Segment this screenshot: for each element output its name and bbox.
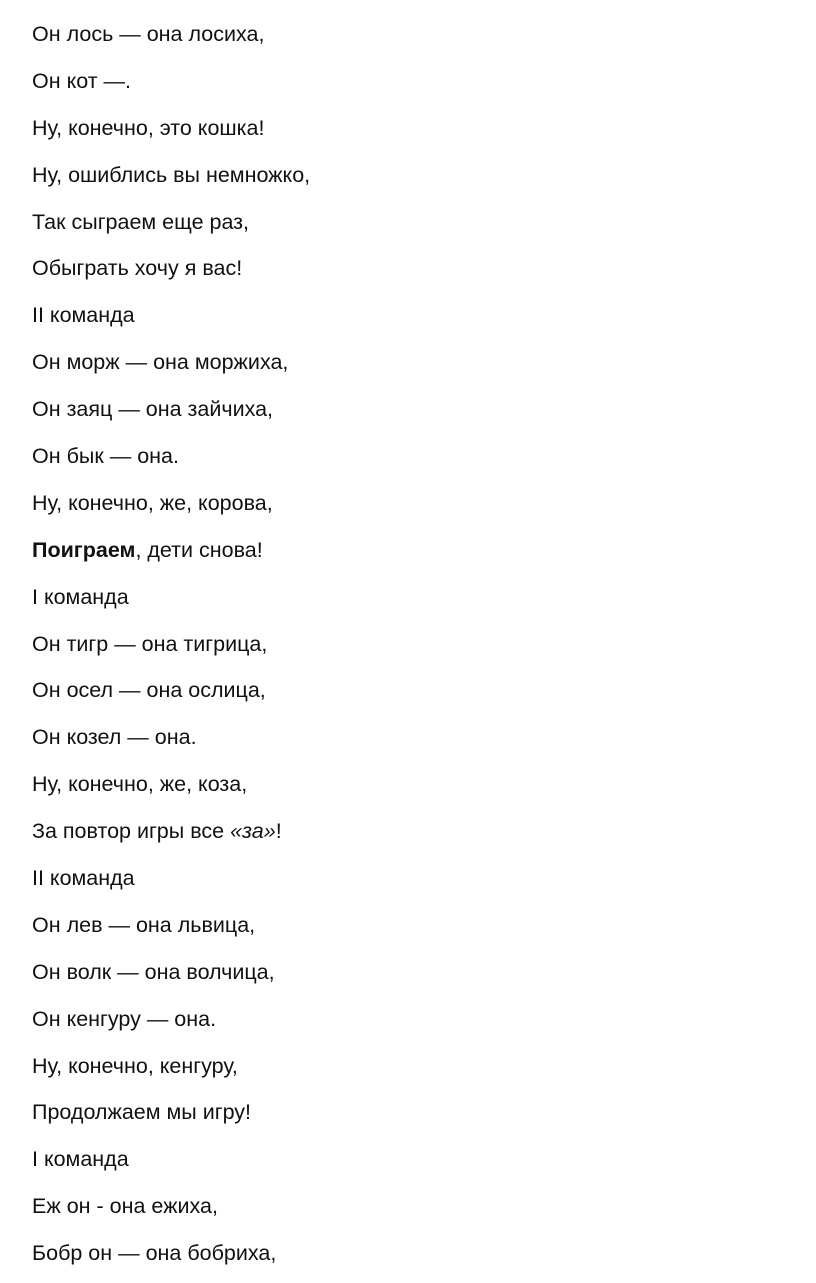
bold-word: Поиграем xyxy=(32,537,136,562)
poem-line: Еж он - она ежиха, xyxy=(32,1194,218,1219)
team-heading: II команда xyxy=(32,303,135,328)
team-heading: I команда xyxy=(32,584,129,609)
poem-line: Он козел — она. xyxy=(32,725,197,750)
poem-line: Он морж — она моржиха, xyxy=(32,350,289,375)
poem-line: Он волк — она волчица, xyxy=(32,959,275,984)
poem-line: Он бык — она. xyxy=(32,444,179,469)
poem-line: Он заяц — она зайчиха, xyxy=(32,397,274,422)
poem-line: Обыграть хочу я вас! xyxy=(32,256,243,281)
poem-text xyxy=(32,14,310,1280)
line-end: ! xyxy=(275,819,282,844)
poem-line: Ну, конечно, же, коза, xyxy=(32,772,248,797)
poem-line: Он кенгуру — она. xyxy=(32,1006,217,1031)
poem-line: Ну, конечно, это кошка! xyxy=(32,115,265,140)
poem-line: Он тигр — она тигрица, xyxy=(32,631,268,656)
poem-line: Ну, ошиблись вы немножко, xyxy=(32,162,311,187)
line-start: За повтор игры все xyxy=(32,819,231,844)
poem-line: Он кот —. xyxy=(32,68,131,93)
poem-line: Он осел — она ослица, xyxy=(32,678,266,703)
team-heading: I команда xyxy=(32,1147,129,1172)
poem-line: Ну, конечно, же, корова, xyxy=(32,490,273,515)
poem-line: Он лев — она львица, xyxy=(32,912,256,937)
poem-line: Ну, конечно, кенгуру, xyxy=(32,1053,238,1078)
poem-line: Бобр он — она бобриха, xyxy=(32,1241,277,1266)
poem-line: Он лось — она лосиха, xyxy=(32,22,265,46)
italic-word: «за» xyxy=(230,819,276,844)
team-heading: II команда xyxy=(32,866,135,891)
poem-line xyxy=(32,811,310,858)
line-rest: , дети снова! xyxy=(135,537,263,562)
poem-line: Так сыграем еще раз, xyxy=(32,209,250,234)
poem-line: Продолжаем мы игру! xyxy=(32,1100,252,1125)
poem-line xyxy=(32,530,310,577)
